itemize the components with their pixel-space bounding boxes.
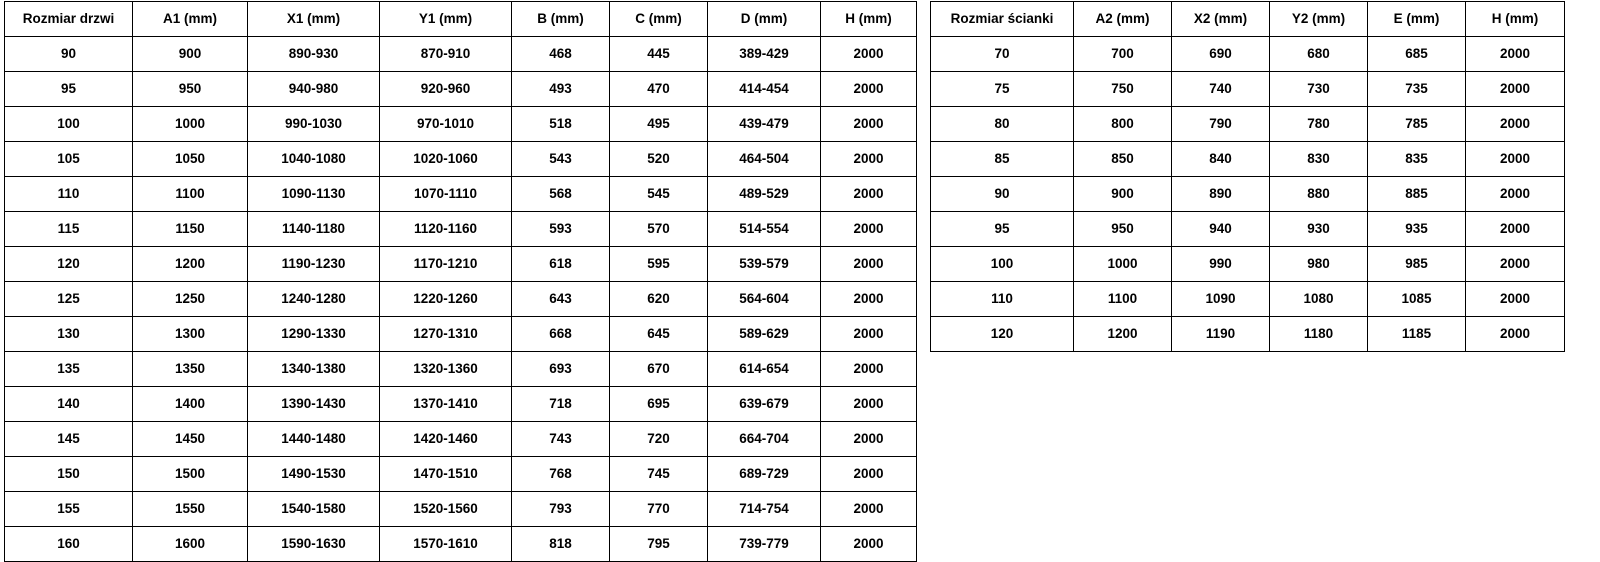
cell: 990-1030 bbox=[248, 107, 380, 142]
cell: 2000 bbox=[821, 422, 917, 457]
table-row bbox=[5, 457, 917, 492]
table-row bbox=[5, 317, 917, 352]
doors-dimensions-table bbox=[4, 1, 917, 562]
cell: 155 bbox=[5, 492, 133, 527]
column-header-e: E (mm) bbox=[1368, 2, 1466, 37]
table-row bbox=[5, 107, 917, 142]
cell: 545 bbox=[610, 177, 708, 212]
column-header-d: D (mm) bbox=[708, 2, 821, 37]
table-row bbox=[5, 142, 917, 177]
cell: 840 bbox=[1172, 142, 1270, 177]
table-row bbox=[5, 282, 917, 317]
table-row bbox=[5, 527, 917, 562]
cell: 1000 bbox=[1074, 247, 1172, 282]
cell: 830 bbox=[1270, 142, 1368, 177]
cell: 90 bbox=[931, 177, 1074, 212]
column-header-a1: A1 (mm) bbox=[133, 2, 248, 37]
column-header-rozmiar-scianki: Rozmiar ścianki bbox=[931, 2, 1074, 37]
cell: 785 bbox=[1368, 107, 1466, 142]
cell: 1070-1110 bbox=[380, 177, 512, 212]
cell: 1340-1380 bbox=[248, 352, 380, 387]
cell: 618 bbox=[512, 247, 610, 282]
cell: 900 bbox=[1074, 177, 1172, 212]
column-header-h: H (mm) bbox=[1466, 2, 1565, 37]
cell: 1040-1080 bbox=[248, 142, 380, 177]
cell: 680 bbox=[1270, 37, 1368, 72]
cell: 1570-1610 bbox=[380, 527, 512, 562]
cell: 1520-1560 bbox=[380, 492, 512, 527]
cell: 1300 bbox=[133, 317, 248, 352]
table-row bbox=[931, 247, 1565, 282]
column-header-x1: X1 (mm) bbox=[248, 2, 380, 37]
table-row bbox=[5, 177, 917, 212]
cell: 643 bbox=[512, 282, 610, 317]
cell: 1080 bbox=[1270, 282, 1368, 317]
cell: 1450 bbox=[133, 422, 248, 457]
cell: 1350 bbox=[133, 352, 248, 387]
cell: 75 bbox=[931, 72, 1074, 107]
cell: 890 bbox=[1172, 177, 1270, 212]
doors-table-head bbox=[5, 2, 917, 37]
cell: 150 bbox=[5, 457, 133, 492]
cell: 470 bbox=[610, 72, 708, 107]
cell: 900 bbox=[133, 37, 248, 72]
cell: 2000 bbox=[821, 177, 917, 212]
cell: 125 bbox=[5, 282, 133, 317]
table-header-row bbox=[5, 2, 917, 37]
column-header-y1: Y1 (mm) bbox=[380, 2, 512, 37]
cell: 120 bbox=[5, 247, 133, 282]
cell: 389-429 bbox=[708, 37, 821, 72]
cell: 570 bbox=[610, 212, 708, 247]
table-row bbox=[5, 387, 917, 422]
table-row bbox=[931, 282, 1565, 317]
cell: 1140-1180 bbox=[248, 212, 380, 247]
table-row bbox=[931, 72, 1565, 107]
cell: 800 bbox=[1074, 107, 1172, 142]
cell: 920-960 bbox=[380, 72, 512, 107]
cell: 589-629 bbox=[708, 317, 821, 352]
table-row bbox=[5, 492, 917, 527]
cell: 1200 bbox=[133, 247, 248, 282]
table-row bbox=[931, 142, 1565, 177]
cell: 2000 bbox=[821, 212, 917, 247]
column-header-h: H (mm) bbox=[821, 2, 917, 37]
table-header-row bbox=[931, 2, 1565, 37]
cell: 414-454 bbox=[708, 72, 821, 107]
cell: 720 bbox=[610, 422, 708, 457]
cell: 2000 bbox=[821, 247, 917, 282]
cell: 70 bbox=[931, 37, 1074, 72]
cell: 1420-1460 bbox=[380, 422, 512, 457]
cell: 950 bbox=[133, 72, 248, 107]
cell: 160 bbox=[5, 527, 133, 562]
cell: 1170-1210 bbox=[380, 247, 512, 282]
cell: 670 bbox=[610, 352, 708, 387]
cell: 518 bbox=[512, 107, 610, 142]
cell: 120 bbox=[931, 317, 1074, 352]
cell: 140 bbox=[5, 387, 133, 422]
doors-table-body bbox=[5, 37, 917, 562]
cell: 614-654 bbox=[708, 352, 821, 387]
cell: 793 bbox=[512, 492, 610, 527]
walls-dimensions-table-container bbox=[930, 1, 1565, 352]
cell: 689-729 bbox=[708, 457, 821, 492]
cell: 770 bbox=[610, 492, 708, 527]
cell: 145 bbox=[5, 422, 133, 457]
cell: 1320-1360 bbox=[380, 352, 512, 387]
cell: 2000 bbox=[821, 352, 917, 387]
table-row bbox=[931, 177, 1565, 212]
cell: 750 bbox=[1074, 72, 1172, 107]
cell: 700 bbox=[1074, 37, 1172, 72]
cell: 2000 bbox=[1466, 212, 1565, 247]
cell: 1500 bbox=[133, 457, 248, 492]
cell: 1090 bbox=[1172, 282, 1270, 317]
cell: 464-504 bbox=[708, 142, 821, 177]
cell: 690 bbox=[1172, 37, 1270, 72]
cell: 2000 bbox=[1466, 317, 1565, 352]
walls-table-head bbox=[931, 2, 1565, 37]
cell: 1020-1060 bbox=[380, 142, 512, 177]
cell: 2000 bbox=[821, 37, 917, 72]
cell: 2000 bbox=[821, 387, 917, 422]
cell: 1000 bbox=[133, 107, 248, 142]
cell: 1540-1580 bbox=[248, 492, 380, 527]
cell: 985 bbox=[1368, 247, 1466, 282]
cell: 100 bbox=[5, 107, 133, 142]
cell: 664-704 bbox=[708, 422, 821, 457]
cell: 818 bbox=[512, 527, 610, 562]
cell: 1090-1130 bbox=[248, 177, 380, 212]
cell: 100 bbox=[931, 247, 1074, 282]
table-row bbox=[5, 422, 917, 457]
cell: 1185 bbox=[1368, 317, 1466, 352]
cell: 95 bbox=[931, 212, 1074, 247]
cell: 564-604 bbox=[708, 282, 821, 317]
cell: 2000 bbox=[1466, 37, 1565, 72]
cell: 990 bbox=[1172, 247, 1270, 282]
cell: 2000 bbox=[821, 492, 917, 527]
cell: 740 bbox=[1172, 72, 1270, 107]
table-row bbox=[5, 352, 917, 387]
cell: 135 bbox=[5, 352, 133, 387]
cell: 1180 bbox=[1270, 317, 1368, 352]
cell: 835 bbox=[1368, 142, 1466, 177]
column-header-c: C (mm) bbox=[610, 2, 708, 37]
table-row bbox=[931, 37, 1565, 72]
cell: 639-679 bbox=[708, 387, 821, 422]
cell: 2000 bbox=[821, 142, 917, 177]
cell: 730 bbox=[1270, 72, 1368, 107]
table-row bbox=[931, 212, 1565, 247]
cell: 795 bbox=[610, 527, 708, 562]
cell: 620 bbox=[610, 282, 708, 317]
cell: 950 bbox=[1074, 212, 1172, 247]
walls-table-body bbox=[931, 37, 1565, 352]
cell: 1120-1160 bbox=[380, 212, 512, 247]
cell: 1190-1230 bbox=[248, 247, 380, 282]
table-row bbox=[5, 72, 917, 107]
cell: 718 bbox=[512, 387, 610, 422]
cell: 539-579 bbox=[708, 247, 821, 282]
cell: 1100 bbox=[1074, 282, 1172, 317]
cell: 115 bbox=[5, 212, 133, 247]
column-header-x2: X2 (mm) bbox=[1172, 2, 1270, 37]
cell: 2000 bbox=[1466, 142, 1565, 177]
cell: 2000 bbox=[821, 527, 917, 562]
cell: 90 bbox=[5, 37, 133, 72]
cell: 1085 bbox=[1368, 282, 1466, 317]
cell: 1440-1480 bbox=[248, 422, 380, 457]
cell: 780 bbox=[1270, 107, 1368, 142]
cell: 495 bbox=[610, 107, 708, 142]
cell: 520 bbox=[610, 142, 708, 177]
cell: 95 bbox=[5, 72, 133, 107]
cell: 1100 bbox=[133, 177, 248, 212]
cell: 543 bbox=[512, 142, 610, 177]
cell: 1370-1410 bbox=[380, 387, 512, 422]
table-row bbox=[5, 247, 917, 282]
cell: 685 bbox=[1368, 37, 1466, 72]
cell: 1220-1260 bbox=[380, 282, 512, 317]
cell: 568 bbox=[512, 177, 610, 212]
column-header-y2: Y2 (mm) bbox=[1270, 2, 1368, 37]
cell: 80 bbox=[931, 107, 1074, 142]
cell: 668 bbox=[512, 317, 610, 352]
cell: 714-754 bbox=[708, 492, 821, 527]
cell: 850 bbox=[1074, 142, 1172, 177]
cell: 940 bbox=[1172, 212, 1270, 247]
cell: 739-779 bbox=[708, 527, 821, 562]
cell: 595 bbox=[610, 247, 708, 282]
cell: 1550 bbox=[133, 492, 248, 527]
cell: 445 bbox=[610, 37, 708, 72]
doors-dimensions-table-container bbox=[4, 1, 917, 562]
cell: 1490-1530 bbox=[248, 457, 380, 492]
cell: 1290-1330 bbox=[248, 317, 380, 352]
cell: 743 bbox=[512, 422, 610, 457]
cell: 85 bbox=[931, 142, 1074, 177]
cell: 110 bbox=[931, 282, 1074, 317]
cell: 593 bbox=[512, 212, 610, 247]
cell: 105 bbox=[5, 142, 133, 177]
cell: 1190 bbox=[1172, 317, 1270, 352]
cell: 2000 bbox=[821, 457, 917, 492]
cell: 1400 bbox=[133, 387, 248, 422]
cell: 930 bbox=[1270, 212, 1368, 247]
cell: 2000 bbox=[1466, 72, 1565, 107]
cell: 885 bbox=[1368, 177, 1466, 212]
column-header-b: B (mm) bbox=[512, 2, 610, 37]
cell: 1240-1280 bbox=[248, 282, 380, 317]
cell: 935 bbox=[1368, 212, 1466, 247]
cell: 695 bbox=[610, 387, 708, 422]
column-header-rozmiar-drzwi: Rozmiar drzwi bbox=[5, 2, 133, 37]
cell: 2000 bbox=[821, 282, 917, 317]
cell: 130 bbox=[5, 317, 133, 352]
cell: 980 bbox=[1270, 247, 1368, 282]
cell: 870-910 bbox=[380, 37, 512, 72]
cell: 489-529 bbox=[708, 177, 821, 212]
cell: 1600 bbox=[133, 527, 248, 562]
cell: 2000 bbox=[821, 107, 917, 142]
cell: 1200 bbox=[1074, 317, 1172, 352]
cell: 468 bbox=[512, 37, 610, 72]
cell: 745 bbox=[610, 457, 708, 492]
cell: 940-980 bbox=[248, 72, 380, 107]
cell: 790 bbox=[1172, 107, 1270, 142]
cell: 890-930 bbox=[248, 37, 380, 72]
cell: 439-479 bbox=[708, 107, 821, 142]
cell: 768 bbox=[512, 457, 610, 492]
table-row bbox=[931, 317, 1565, 352]
cell: 1470-1510 bbox=[380, 457, 512, 492]
table-row bbox=[5, 212, 917, 247]
cell: 1250 bbox=[133, 282, 248, 317]
cell: 2000 bbox=[1466, 247, 1565, 282]
table-row bbox=[5, 37, 917, 72]
cell: 1050 bbox=[133, 142, 248, 177]
cell: 2000 bbox=[1466, 177, 1565, 212]
cell: 2000 bbox=[821, 72, 917, 107]
cell: 880 bbox=[1270, 177, 1368, 212]
column-header-a2: A2 (mm) bbox=[1074, 2, 1172, 37]
cell: 1270-1310 bbox=[380, 317, 512, 352]
cell: 493 bbox=[512, 72, 610, 107]
cell: 2000 bbox=[1466, 107, 1565, 142]
walls-dimensions-table bbox=[930, 1, 1565, 352]
cell: 2000 bbox=[821, 317, 917, 352]
cell: 514-554 bbox=[708, 212, 821, 247]
cell: 1150 bbox=[133, 212, 248, 247]
cell: 1590-1630 bbox=[248, 527, 380, 562]
cell: 645 bbox=[610, 317, 708, 352]
cell: 2000 bbox=[1466, 282, 1565, 317]
cell: 693 bbox=[512, 352, 610, 387]
cell: 110 bbox=[5, 177, 133, 212]
cell: 1390-1430 bbox=[248, 387, 380, 422]
table-row bbox=[931, 107, 1565, 142]
cell: 970-1010 bbox=[380, 107, 512, 142]
cell: 735 bbox=[1368, 72, 1466, 107]
